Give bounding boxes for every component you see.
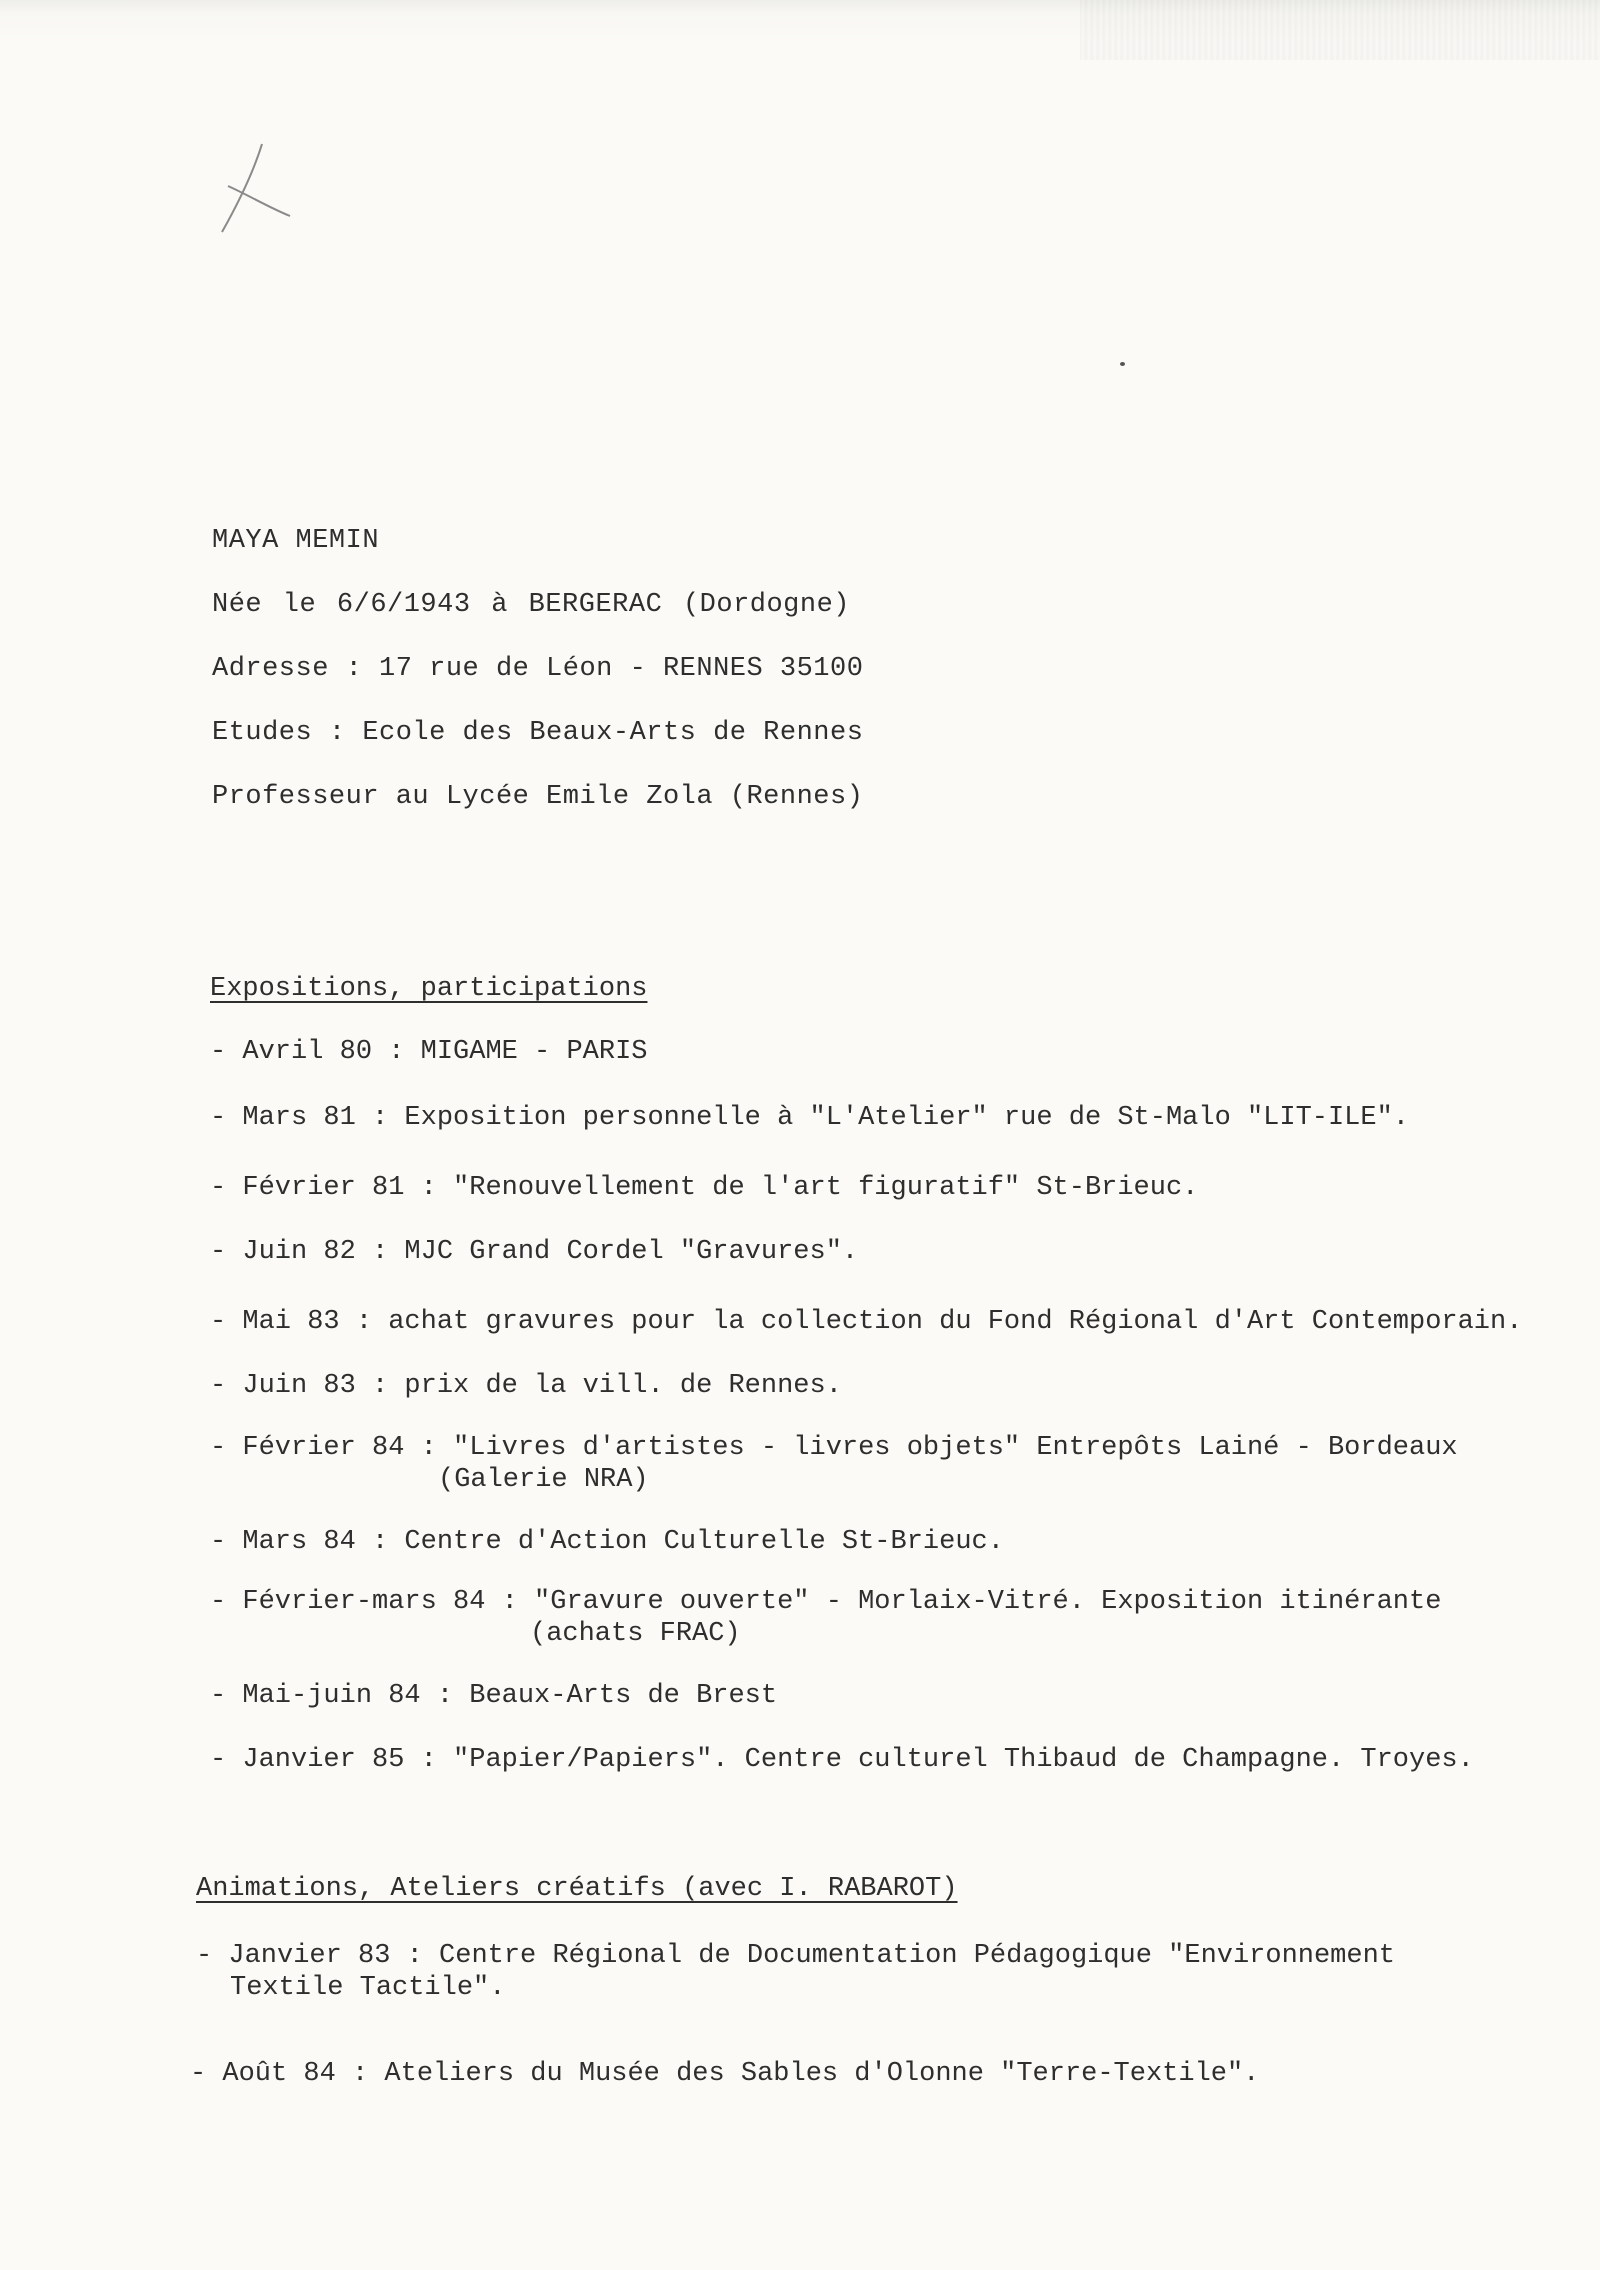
exposition-text: - Février-mars 84 : "Gravure ouverte" - Morlaix-Vitré. Exposition itinérante (210, 1587, 1442, 1617)
animation-text: - Janvier 83 : Centre Régional de Documentation Pédagogique "Environnement (196, 1941, 1395, 1971)
exposition-text: - Mai 83 : achat gravures pour la collection du Fond Régional d'Art Contemporain. (210, 1307, 1523, 1337)
exposition-item (210, 1036, 647, 1068)
animation-item (190, 2058, 1259, 2090)
animation-continuation: Textile Tactile". (230, 1973, 506, 2003)
exposition-text: - Juin 83 : prix de la vill. de Rennes. (210, 1371, 842, 1401)
exposition-text: - Février 81 : "Renouvellement de l'art figuratif" St-Brieuc. (210, 1173, 1199, 1203)
exposition-item (210, 1236, 858, 1268)
scan-artifact (1080, 0, 1600, 60)
exposition-continuation: (achats FRAC) (530, 1619, 741, 1649)
scan-speck (1120, 362, 1125, 366)
exposition-text: - Avril 80 : MIGAME - PARIS (210, 1037, 648, 1067)
exposition-item (210, 1744, 1474, 1776)
exposition-item (210, 1306, 1522, 1338)
exposition-text: - Janvier 85 : "Papier/Papiers". Centre culturel Thibaud de Champagne. Troyes. (210, 1745, 1474, 1775)
job-line: Professeur au Lycée Emile Zola (Rennes) (212, 782, 864, 812)
exposition-item (210, 1526, 1004, 1558)
exposition-item (210, 1432, 1458, 1496)
address-line: Adresse : 17 rue de Léon - RENNES 35100 (212, 654, 864, 684)
exposition-text: - Mai-juin 84 : Beaux-Arts de Brest (210, 1681, 778, 1711)
exposition-text: - Mars 81 : Exposition personnelle à "L'Atelier" rue de St-Malo "LIT-ILE". (210, 1103, 1409, 1133)
exposition-text: - Février 84 : "Livres d'artistes - livres objets" Entrepôts Lainé - Bordeaux (210, 1433, 1458, 1463)
exposition-item (210, 1102, 1409, 1134)
animations-heading: Animations, Ateliers créatifs (avec I. RABAROT) (196, 1874, 958, 1904)
artist-name: MAYA MEMIN (212, 526, 380, 556)
animation-item (196, 1940, 1395, 2004)
exposition-text: - Juin 82 : MJC Grand Cordel "Gravures". (210, 1237, 859, 1267)
pen-cross-mark (210, 140, 300, 240)
studies-line: Etudes : Ecole des Beaux-Arts de Rennes (212, 718, 864, 748)
exposition-item (210, 1586, 1441, 1650)
exposition-item (210, 1680, 777, 1712)
exposition-continuation: (Galerie NRA) (438, 1465, 649, 1495)
birth-line: Née le 6/6/1943 à BERGERAC (Dordogne) (212, 590, 850, 620)
expositions-heading: Expositions, participations (210, 974, 648, 1004)
animation-text: - Août 84 : Ateliers du Musée des Sables d'Olonne "Terre-Textile". (190, 2059, 1260, 2089)
exposition-item (210, 1370, 842, 1402)
exposition-item (210, 1172, 1198, 1204)
exposition-text: - Mars 84 : Centre d'Action Culturelle St-Brieuc. (210, 1527, 1004, 1557)
